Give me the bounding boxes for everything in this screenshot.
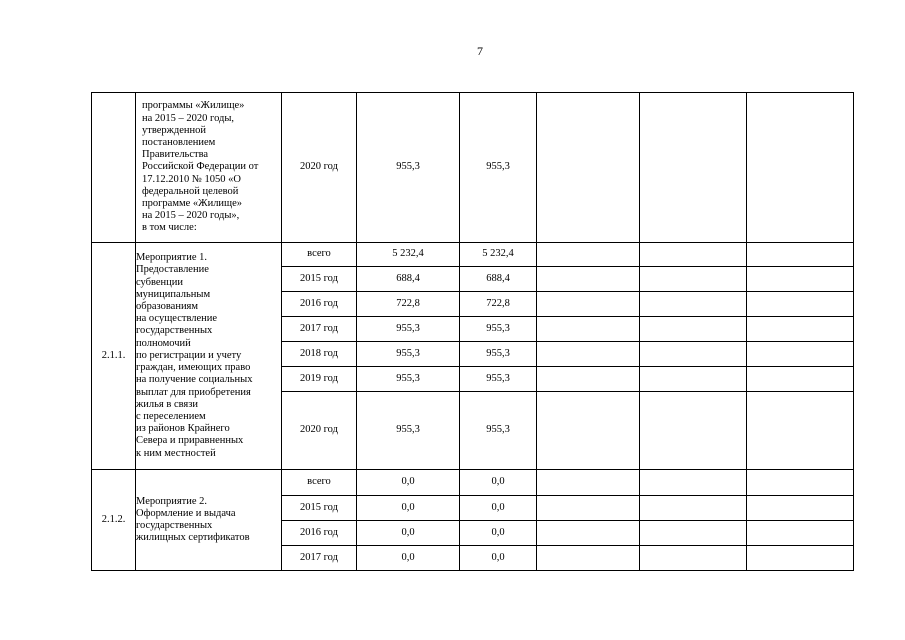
empty-cell: [537, 317, 640, 342]
name-line: Мероприятие 2.: [136, 495, 208, 507]
empty-cell: [537, 496, 640, 521]
value-cell: 955,3: [357, 367, 460, 392]
value-cell: 955,3: [460, 392, 537, 470]
empty-cell: [640, 496, 747, 521]
empty-cell: [747, 496, 854, 521]
name-line: муниципальным: [136, 288, 211, 300]
empty-cell: [537, 367, 640, 392]
empty-cell: [747, 470, 854, 496]
name-line: на осуществление: [136, 313, 218, 325]
value-cell: 5 232,4: [460, 243, 537, 267]
empty-cell: [747, 93, 854, 243]
name-line: Предоставление: [136, 264, 209, 276]
year-cell: 2015 год: [282, 267, 357, 292]
row-number-cell: 2.1.1.: [92, 243, 136, 470]
table-row: [92, 93, 854, 243]
empty-cell: [640, 267, 747, 292]
name-line: Мероприятие 1.: [136, 252, 208, 264]
empty-cell: [640, 317, 747, 342]
name-line: из районов Крайнего: [136, 423, 230, 435]
value-cell: 0,0: [460, 521, 537, 546]
empty-cell: [640, 367, 747, 392]
year-cell: 2020 год: [282, 93, 357, 243]
activity-name-cell: [136, 470, 282, 571]
empty-cell: [747, 317, 854, 342]
row-number-cell: [92, 93, 136, 243]
name-line: программы «Жилище»: [142, 100, 245, 112]
empty-cell: [537, 470, 640, 496]
value-cell: 955,3: [357, 93, 460, 243]
value-cell: 955,3: [460, 367, 537, 392]
name-line: с переселением: [136, 410, 206, 422]
value-cell: 722,8: [357, 292, 460, 317]
empty-cell: [747, 243, 854, 267]
name-line: жилья в связи: [136, 398, 199, 410]
value-cell: 0,0: [357, 546, 460, 571]
name-line: Оформление и выдача: [136, 507, 236, 519]
name-line: образованиям: [136, 301, 199, 313]
empty-cell: [640, 342, 747, 367]
value-cell: 955,3: [460, 317, 537, 342]
year-cell: всего: [282, 470, 357, 496]
name-line: жилищных сертификатов: [136, 532, 250, 544]
value-cell: 0,0: [357, 521, 460, 546]
empty-cell: [747, 521, 854, 546]
empty-cell: [537, 546, 640, 571]
empty-cell: [537, 342, 640, 367]
value-cell: 955,3: [460, 93, 537, 243]
name-line: граждан, имеющих право: [136, 362, 251, 374]
empty-cell: [747, 342, 854, 367]
program-table: [91, 92, 854, 571]
empty-cell: [537, 243, 640, 267]
name-line: государственных: [136, 520, 213, 531]
empty-cell: [537, 521, 640, 546]
name-line: федеральной целевой: [142, 185, 239, 197]
value-cell: 0,0: [460, 470, 537, 496]
year-cell: 2017 год: [282, 546, 357, 571]
name-line: полномочий: [136, 337, 191, 349]
value-cell: 0,0: [357, 470, 460, 496]
value-cell: 5 232,4: [357, 243, 460, 267]
year-cell: 2019 год: [282, 367, 357, 392]
name-line: государственных: [136, 325, 213, 337]
year-cell: 2016 год: [282, 521, 357, 546]
year-cell: 2020 год: [282, 392, 357, 470]
table-body: [92, 93, 854, 571]
value-cell: 722,8: [460, 292, 537, 317]
year-cell: 2015 год: [282, 496, 357, 521]
empty-cell: [747, 367, 854, 392]
empty-cell: [640, 292, 747, 317]
value-cell: 955,3: [460, 342, 537, 367]
name-line: постановлением: [142, 136, 216, 148]
name-line: программе «Жилище»: [142, 198, 243, 209]
activity-name-cell: [136, 93, 282, 243]
value-cell: 955,3: [357, 392, 460, 470]
value-cell: 688,4: [460, 267, 537, 292]
name-line: по регистрации и учету: [136, 349, 242, 361]
empty-cell: [747, 292, 854, 317]
name-line: Российской Федерации от: [142, 161, 259, 173]
value-cell: 0,0: [460, 546, 537, 571]
name-line: утвержденной: [142, 124, 207, 136]
name-line: субвенции: [136, 276, 184, 288]
name-line: Правительства: [142, 149, 209, 161]
empty-cell: [640, 470, 747, 496]
name-line: в том числе:: [142, 222, 197, 234]
empty-cell: [537, 392, 640, 470]
empty-cell: [537, 93, 640, 243]
value-cell: 955,3: [357, 317, 460, 342]
value-cell: 955,3: [357, 342, 460, 367]
empty-cell: [537, 292, 640, 317]
value-cell: 0,0: [357, 496, 460, 521]
table-row: [92, 243, 854, 267]
name-line: на 2015 – 2020 годы»,: [142, 210, 240, 222]
year-cell: 2018 год: [282, 342, 357, 367]
empty-cell: [747, 546, 854, 571]
empty-cell: [640, 243, 747, 267]
name-line: к ним местностей: [136, 447, 216, 459]
name-line: на получение социальных: [136, 374, 253, 386]
empty-cell: [747, 267, 854, 292]
empty-cell: [640, 392, 747, 470]
value-cell: 688,4: [357, 267, 460, 292]
value-cell: 0,0: [460, 496, 537, 521]
empty-cell: [640, 93, 747, 243]
name-line: на 2015 – 2020 годы,: [142, 112, 235, 124]
table-row: [92, 470, 854, 496]
year-cell: 2016 год: [282, 292, 357, 317]
row-number-cell: 2.1.2.: [92, 470, 136, 571]
name-line: 17.12.2010 № 1050 «О: [142, 173, 241, 185]
empty-cell: [537, 267, 640, 292]
empty-cell: [640, 521, 747, 546]
empty-cell: [747, 392, 854, 470]
name-line: выплат для приобретения: [136, 386, 251, 398]
activity-name-cell: [136, 243, 282, 470]
year-cell: 2017 год: [282, 317, 357, 342]
page-number: 7: [477, 44, 483, 58]
empty-cell: [640, 546, 747, 571]
name-line: Севера и приравненных: [136, 435, 244, 447]
year-cell: всего: [282, 243, 357, 267]
